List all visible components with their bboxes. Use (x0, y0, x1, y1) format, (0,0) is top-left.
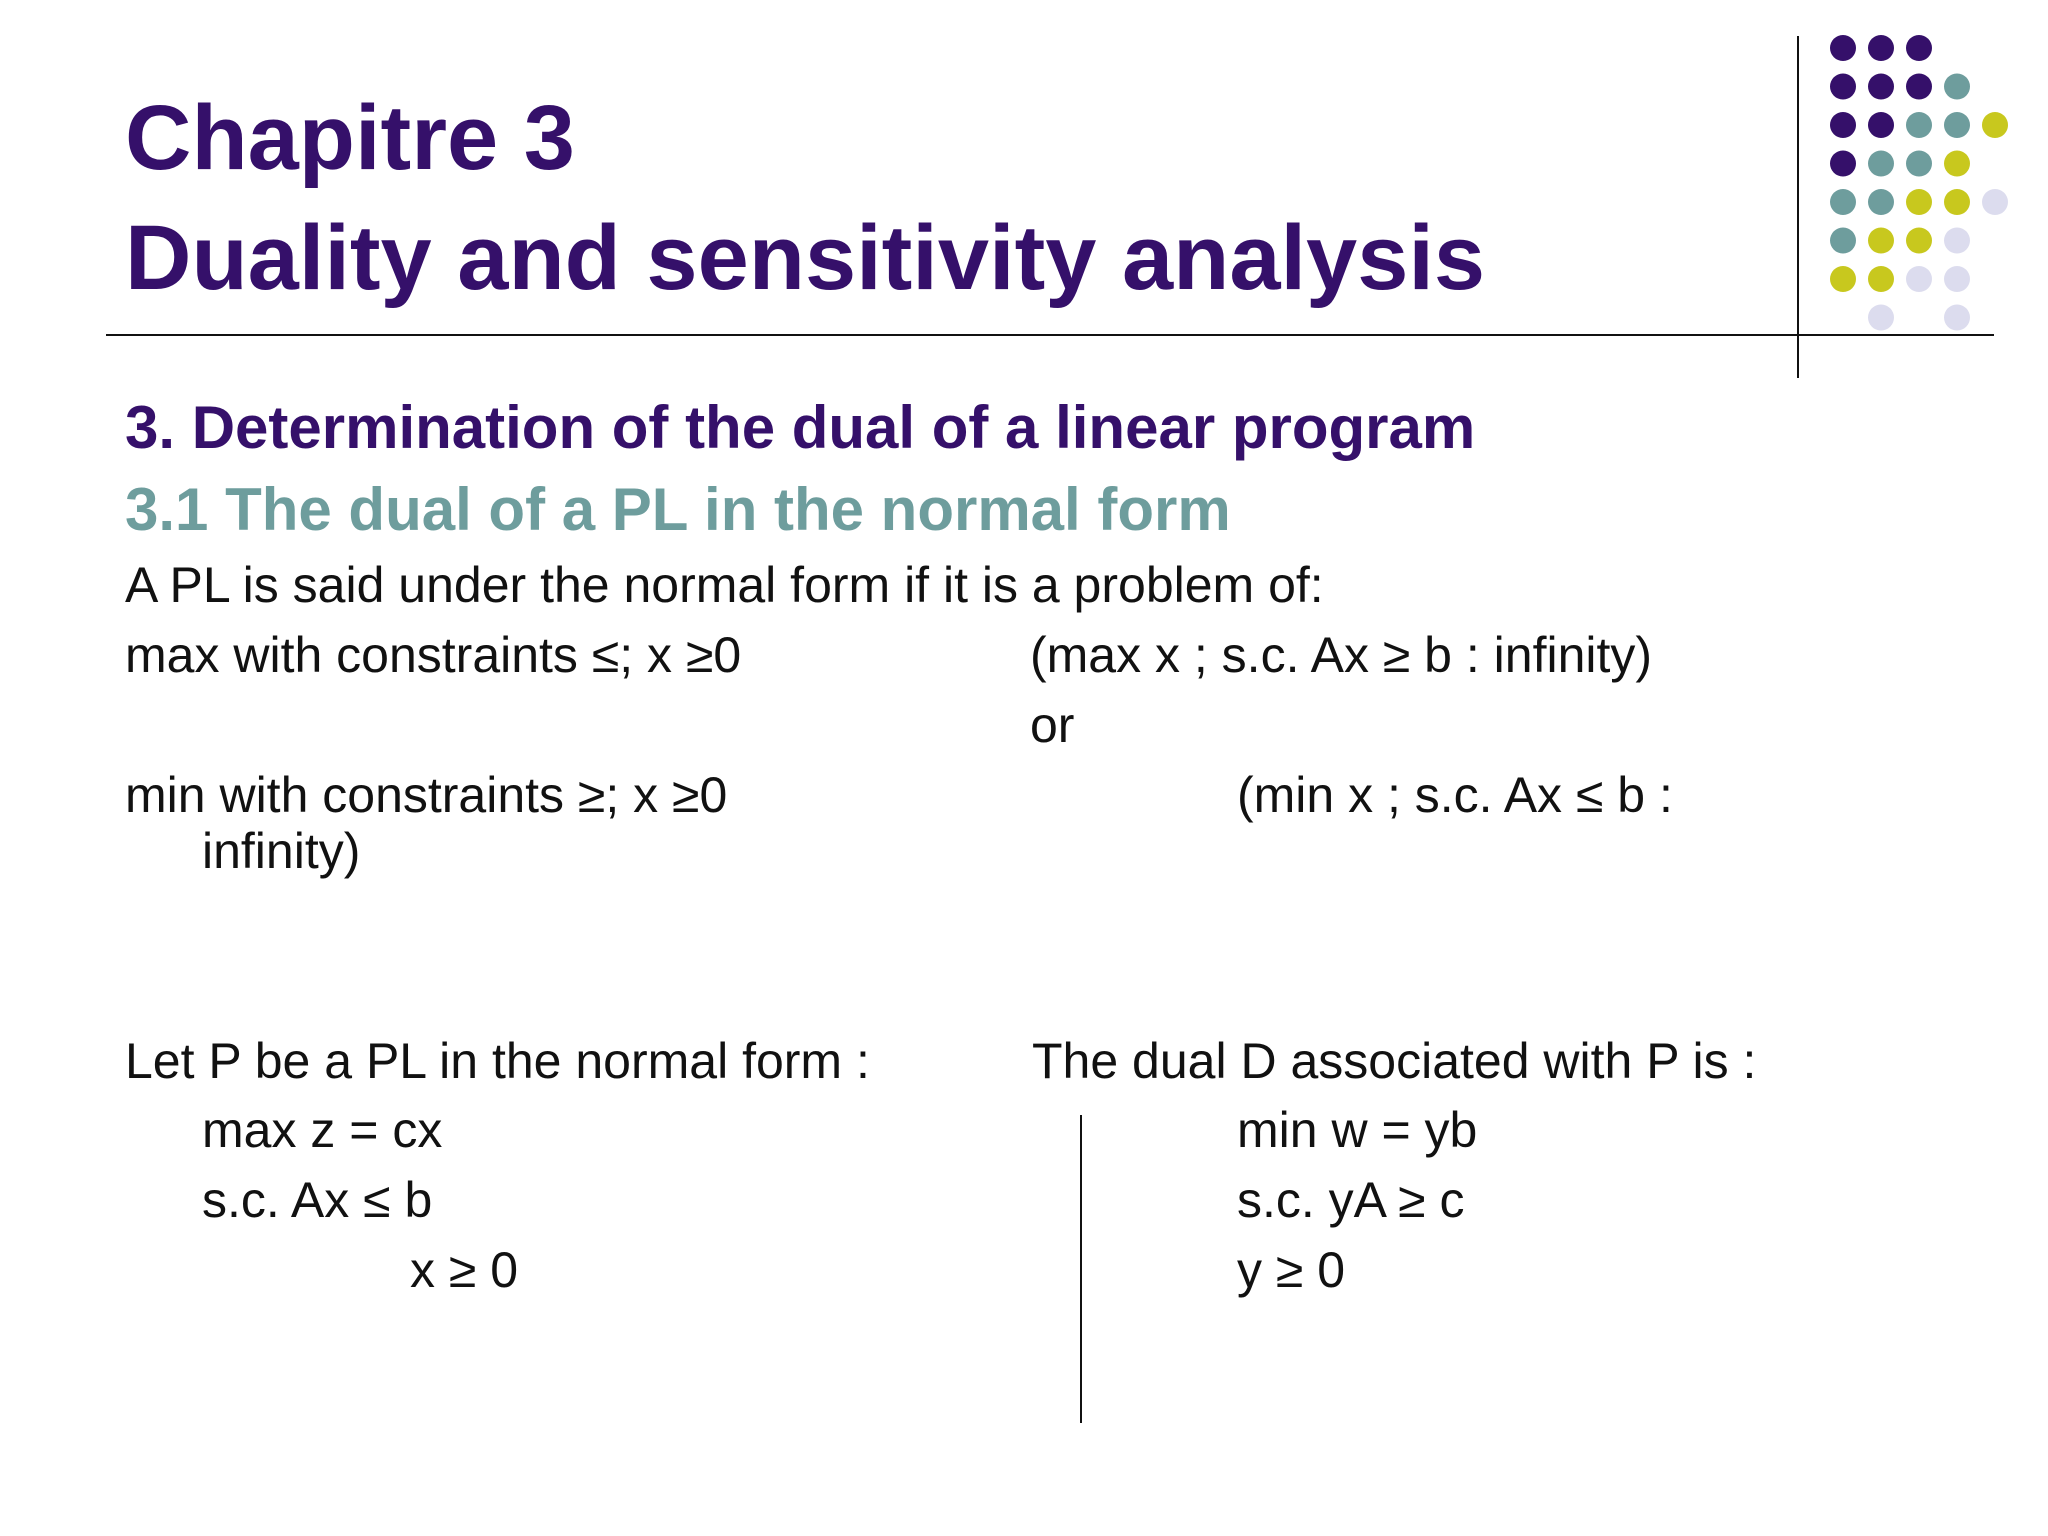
decorative-dot (1868, 189, 1894, 215)
max-case-note: (max x ; s.c. Ax ≥ b : infinity) (1030, 627, 1653, 683)
decorative-dot (1906, 112, 1932, 138)
decorative-dot (1944, 266, 1970, 292)
decorative-dot (1944, 74, 1970, 100)
dual-objective: min w = yb (1237, 1102, 1478, 1158)
decorative-dot (1868, 35, 1894, 61)
decorative-dot (1830, 266, 1856, 292)
decorative-dot (1944, 112, 1970, 138)
decorative-dot (1944, 151, 1970, 177)
decorative-dot (1830, 74, 1856, 100)
decorative-dot (1868, 151, 1894, 177)
primal-nonnegativity: x ≥ 0 (410, 1242, 519, 1298)
decorative-dot (1944, 228, 1970, 254)
normal-form-intro: A PL is said under the normal form if it is a problem of: (125, 557, 1324, 613)
title-vertical-rule (1797, 36, 1799, 378)
dual-nonnegativity: y ≥ 0 (1237, 1242, 1346, 1298)
decorative-dot (1830, 112, 1856, 138)
decorative-dot (1830, 189, 1856, 215)
decorative-dot (1830, 35, 1856, 61)
section-heading: 3. Determination of the dual of a linear program (125, 394, 1476, 461)
decorative-dot (1868, 305, 1894, 331)
min-case-note: (min x ; s.c. Ax ≤ b : (1237, 767, 1673, 823)
title-chapter: Chapitre 3 (125, 87, 575, 189)
decorative-dot (1982, 189, 2008, 215)
decorative-dot (1830, 228, 1856, 254)
decorative-dot (1906, 266, 1932, 292)
primal-constraint: s.c. Ax ≤ b (202, 1172, 433, 1228)
decorative-dot (1830, 151, 1856, 177)
max-case-text: max with constraints ≤; x ≥0 (125, 627, 742, 683)
decorative-dot (1868, 266, 1894, 292)
decorative-dot-grid (1825, 30, 2040, 335)
decorative-dot (1868, 112, 1894, 138)
title-underline (106, 334, 1994, 336)
min-case-text: min with constraints ≥; x ≥0 (125, 767, 728, 823)
primal-objective: max z = cx (202, 1102, 443, 1158)
decorative-dot (1906, 228, 1932, 254)
subsection-heading: 3.1 The dual of a PL in the normal form (125, 476, 1231, 543)
column-divider (1080, 1115, 1082, 1423)
decorative-dot (1906, 151, 1932, 177)
title-topic: Duality and sensitivity analysis (125, 207, 1486, 309)
decorative-dot (1906, 35, 1932, 61)
decorative-dot (1982, 112, 2008, 138)
primal-label: Let P be a PL in the normal form : (125, 1033, 870, 1089)
decorative-dot (1868, 74, 1894, 100)
dual-constraint: s.c. yA ≥ c (1237, 1172, 1465, 1228)
decorative-dot (1944, 189, 1970, 215)
or-text: or (1030, 697, 1075, 753)
decorative-dot (1944, 305, 1970, 331)
decorative-dot (1868, 228, 1894, 254)
min-case-note-continued: infinity) (202, 823, 361, 879)
dual-label: The dual D associated with P is : (1032, 1033, 1757, 1089)
decorative-dot (1906, 74, 1932, 100)
decorative-dot (1906, 189, 1932, 215)
